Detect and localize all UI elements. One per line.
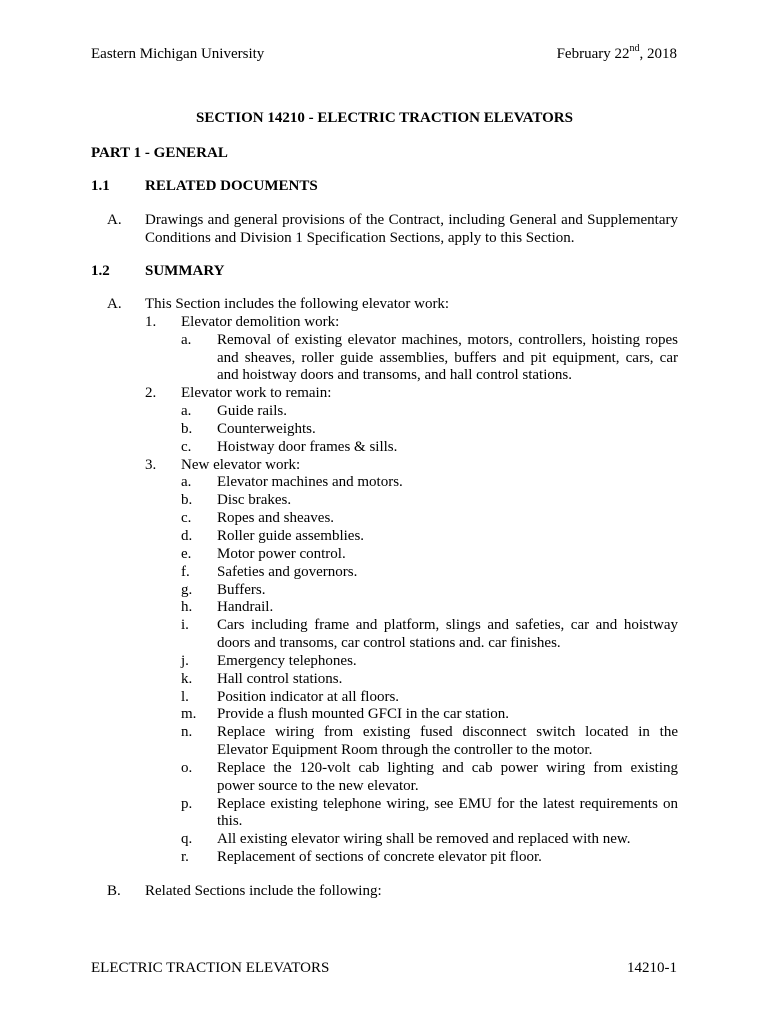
- page-number: 14210-1: [627, 960, 677, 976]
- text-line: Replace wiring from existing fused disconnect switch located in the: [217, 724, 678, 741]
- subitem-text: Replacement of sections of concrete elevator pit floor.: [217, 849, 542, 866]
- subitem-2c: [91, 439, 678, 457]
- text-line: Replace existing telephone wiring, see EMU for the latest requirements on: [217, 795, 678, 812]
- subitem-letter: g.: [181, 581, 193, 598]
- text-line: doors and transoms, car control stations and. car finishes.: [217, 635, 561, 652]
- institution-name: Eastern Michigan University: [91, 46, 265, 62]
- subitem-3j: [91, 653, 678, 671]
- item-text: Elevator work to remain:: [181, 385, 332, 402]
- subitem-text: Disc brakes.: [217, 492, 292, 509]
- article-title: SUMMARY: [145, 263, 225, 279]
- subitem-text: Safeties and governors.: [217, 563, 358, 580]
- subitem-letter: a.: [181, 474, 192, 491]
- article-title: RELATED DOCUMENTS: [145, 178, 318, 194]
- subitem-text: Position indicator at all floors.: [217, 688, 400, 705]
- footer-section-name: ELECTRIC TRACTION ELEVATORS: [91, 960, 330, 976]
- subitem-3o: [91, 760, 678, 796]
- subitem-text: Buffers.: [217, 581, 266, 598]
- text-line: Elevator Equipment Room through the controller to the motor.: [217, 742, 593, 759]
- list-item-3: [91, 457, 678, 475]
- subitem-letter: p.: [181, 795, 193, 812]
- subitem-letter: k.: [181, 670, 193, 687]
- subitem-letter: q.: [181, 831, 193, 848]
- text-line: and sheaves, roller guide assemblies, buffers and pit equipment, cars, car: [217, 349, 678, 366]
- subitem-letter: b.: [181, 492, 193, 509]
- subitem-text: Ropes and sheaves.: [217, 510, 335, 527]
- subitem-text: [217, 724, 678, 760]
- subitem-3f: [91, 564, 678, 582]
- section-title: SECTION 14210 - ELECTRIC TRACTION ELEVATORS: [196, 110, 573, 126]
- subitem-text: Hall control stations.: [217, 670, 343, 687]
- item-number: 3.: [145, 456, 157, 473]
- subitem-1a: [91, 332, 678, 386]
- subitem-letter: a.: [181, 403, 192, 420]
- subitem-3k: [91, 671, 678, 689]
- subitem-text: [217, 332, 678, 386]
- text-line: Removal of existing elevator machines, motors, controllers, hoisting ropes: [217, 331, 678, 348]
- subitem-3i: [91, 617, 678, 653]
- subitem-letter: n.: [181, 724, 193, 741]
- subitem-letter: d.: [181, 527, 193, 544]
- article-heading-summary: [91, 263, 678, 281]
- subitem-letter: m.: [181, 706, 197, 723]
- subitem-3q: [91, 831, 678, 849]
- article-heading-row: [91, 263, 678, 281]
- date-month-day: February 22: [556, 46, 630, 62]
- article-heading-related-documents: [91, 178, 678, 196]
- text-line: Drawings and general provisions of the Contract, including General and Supplementary: [145, 212, 678, 228]
- document-date: [556, 43, 677, 64]
- subitem-letter: r.: [181, 849, 189, 866]
- subitem-text: Roller guide assemblies.: [217, 527, 365, 544]
- subitem-3l: [91, 689, 678, 707]
- subitem-text: Motor power control.: [217, 545, 346, 562]
- subitem-3r: [91, 849, 678, 867]
- subitem-letter: b.: [181, 420, 193, 437]
- article-heading-row: [91, 178, 678, 196]
- date-year: , 2018: [639, 46, 677, 62]
- subitem-text: [217, 796, 678, 832]
- subitem-letter: f.: [181, 563, 190, 580]
- item-number: 2.: [145, 385, 157, 402]
- part-heading: PART 1 - GENERAL: [91, 145, 228, 161]
- subitem-letter: c.: [181, 438, 192, 455]
- item-text: New elevator work:: [181, 456, 301, 473]
- subitem-letter: h.: [181, 599, 193, 616]
- text-line: Cars including frame and platform, slings and safeties, car and hoistway: [217, 617, 678, 634]
- subitem-3d: [91, 528, 678, 546]
- subitem-text: [217, 760, 678, 796]
- subitem-letter: o.: [181, 759, 193, 776]
- subitem-3e: [91, 546, 678, 564]
- subitem-3h: [91, 599, 678, 617]
- subitem-text: All existing elevator wiring shall be removed and replaced with new.: [217, 831, 631, 848]
- summary-paragraph-b: [91, 883, 678, 901]
- subitem-2a: [91, 403, 678, 421]
- subitem-3g: [91, 582, 678, 600]
- subitem-text: Emergency telephones.: [217, 652, 357, 669]
- text-line: power source to the new elevator.: [217, 777, 419, 794]
- subitem-letter: j.: [181, 652, 189, 669]
- subitem-3c: [91, 510, 678, 528]
- subitem-text: Elevator machines and motors.: [217, 474, 403, 491]
- subitem-3n: [91, 724, 678, 760]
- subitem-3p: [91, 796, 678, 832]
- paragraph-row: [91, 296, 678, 314]
- paragraph-text: Related Sections include the following:: [145, 883, 382, 899]
- list-item-2: [91, 385, 678, 403]
- paragraph-label: A.: [107, 212, 122, 228]
- subitem-text: Guide rails.: [217, 403, 287, 420]
- subitem-3b: [91, 492, 678, 510]
- paragraph-label: B.: [107, 883, 121, 899]
- text-line: Replace the 120-volt cab lighting and cab power wiring from existing: [217, 759, 678, 776]
- subitem-letter: i.: [181, 617, 189, 634]
- subitem-text: Hoistway door frames & sills.: [217, 438, 398, 455]
- list-item-1: [91, 314, 678, 332]
- article-number: 1.1: [91, 178, 110, 194]
- page-header: [91, 43, 678, 64]
- subitem-3m: [91, 706, 678, 724]
- subitem-text: Provide a flush mounted GFCI in the car station.: [217, 706, 510, 723]
- date-ordinal: nd: [629, 43, 640, 54]
- paragraph-text: This Section includes the following elevator work:: [145, 296, 450, 312]
- subitem-text: Counterweights.: [217, 420, 316, 437]
- subitem-text: Handrail.: [217, 599, 274, 616]
- paragraph-label: A.: [107, 296, 122, 312]
- text-line: and hoistway doors and transoms, and hall control stations.: [217, 367, 572, 384]
- text-line: Conditions and Division 1 Specification Sections, apply to this Section.: [145, 229, 575, 246]
- text-line: this.: [217, 813, 243, 830]
- paragraph-row: [91, 212, 678, 248]
- page-footer: [91, 960, 678, 978]
- subitem-letter: c.: [181, 510, 192, 527]
- subitem-letter: l.: [181, 688, 189, 705]
- paragraph-row: [91, 883, 678, 901]
- related-documents-paragraph-a: [91, 212, 678, 248]
- paragraph-text: [145, 212, 678, 248]
- article-number: 1.2: [91, 263, 110, 279]
- item-number: 1.: [145, 313, 157, 330]
- subitem-text: [217, 617, 678, 653]
- summary-paragraph-a: [91, 296, 678, 867]
- subitem-letter: a.: [181, 331, 192, 348]
- subitem-3a: [91, 474, 678, 492]
- item-text: Elevator demolition work:: [181, 313, 340, 330]
- subitem-letter: e.: [181, 545, 192, 562]
- subitem-2b: [91, 421, 678, 439]
